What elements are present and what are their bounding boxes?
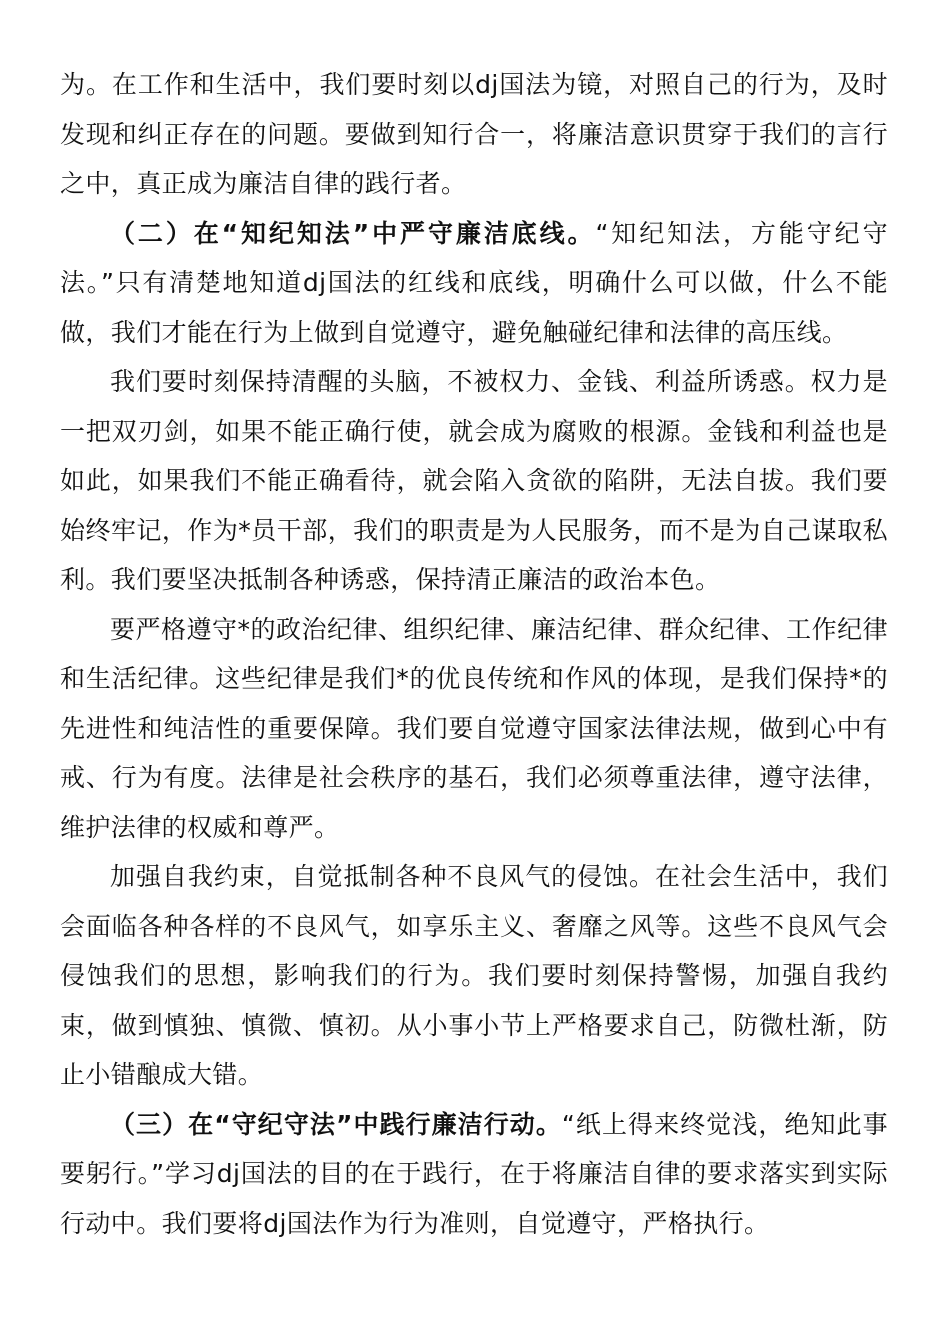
paragraph-temptation — [60, 357, 888, 605]
paragraph-text: “知纪知法，方能守纪守法。”只有清楚地知道dj国法的红线和底线，明确什么可以做，什么不能做，我们才能在行为上做到自觉遵守，避免触碰纪律和法律的高压线。 — [60, 218, 888, 347]
paragraph-text: 加强自我约束，自觉抵制各种不良风气的侵蚀。在社会生活中，我们会面临各种各样的不良风气，如享乐主义、奢靡之风等。这些不良风气会侵蚀我们的思想，影响我们的行为。我们要时刻保持警惕，加强自我约束，做到慎独、慎微、慎初。从小事小节上严格要求自己，防微杜渐，防止小错酿成大错。 — [60, 862, 888, 1089]
paragraph-text: 为。在工作和生活中，我们要时刻以dj国法为镜，对照自己的行为，及时发现和纠正存在的问题。要做到知行合一，将廉洁意识贯穿于我们的言行之中，真正成为廉洁自律的践行者。 — [60, 70, 888, 198]
paragraph-section-two — [60, 209, 888, 358]
paragraph-discipline — [60, 605, 888, 853]
paragraph-text: 要严格遵守*的政治纪律、组织纪律、廉洁纪律、群众纪律、工作纪律和生活纪律。这些纪律是我们*的优良传统和作风的体现，是我们保持*的先进性和纯洁性的重要保障。我们要自觉遵守国家法律法规，做到心中有戒、行为有度。法律是社会秩序的基石，我们必须尊重法律，遵守法律，维护法律的权威和尊严。 — [60, 614, 888, 842]
paragraph-section-three — [60, 1100, 888, 1249]
paragraph-text: 我们要时刻保持清醒的头脑，不被权力、金钱、利益所诱惑。权力是一把双刃剑，如果不能正确行使，就会成为腐败的根源。金钱和利益也是如此，如果我们不能正确看待，就会陷入贪欲的陷阱，无法自拔。我们要始终牢记，作为*员干部，我们的职责是为人民服务，而不是为自己谋取私利。我们要坚决抵制各种诱惑，保持清正廉洁的政治本色。 — [60, 367, 888, 594]
paragraph-self-restraint — [60, 852, 888, 1100]
paragraph-continued — [60, 60, 888, 209]
section-heading: （三）在“守纪守法”中践行廉洁行动。 — [110, 1109, 562, 1139]
section-heading: （二）在“知纪知法”中严守廉洁底线。 — [110, 218, 596, 248]
document-body — [60, 60, 888, 1248]
paragraph-text: “纸上得来终觉浅，绝知此事要躬行。”学习dj国法的目的在于践行，在于将廉洁自律的要求落实到实际行动中。我们要将dj国法作为行为准则，自觉遵守，严格执行。 — [60, 1109, 888, 1238]
